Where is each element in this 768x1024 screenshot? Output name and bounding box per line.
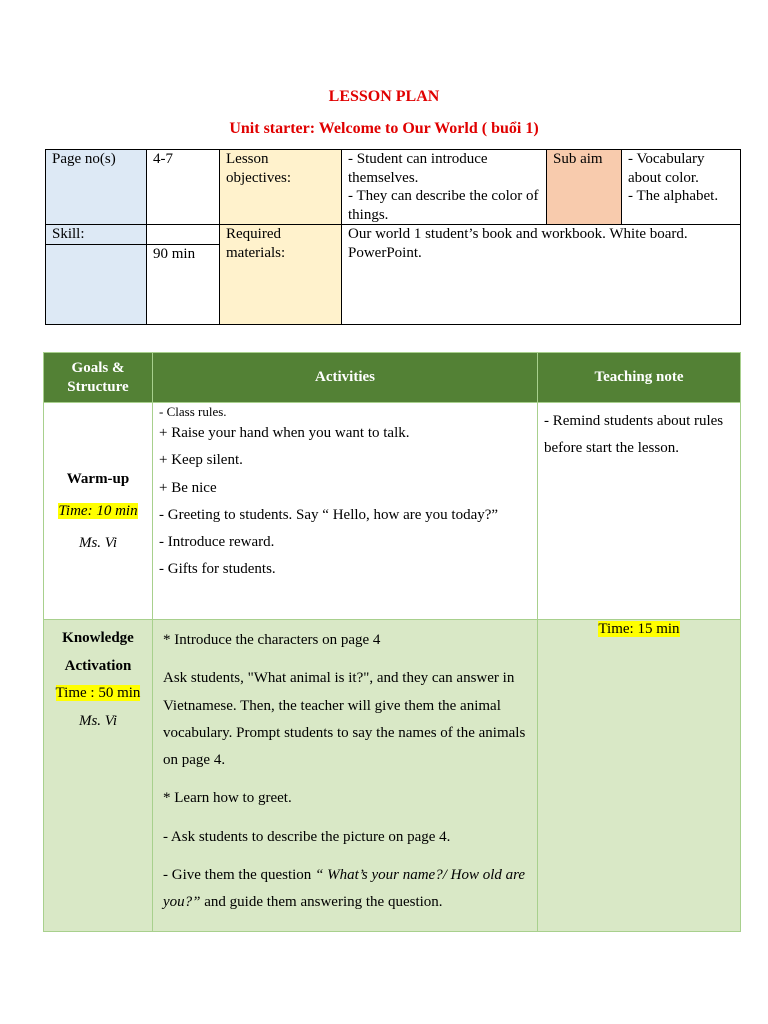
lesson-plan-table xyxy=(43,352,741,932)
sub-aim-label-cell xyxy=(547,150,622,225)
sub-aim-cell xyxy=(622,150,741,225)
goals-header: Goals & Structure xyxy=(44,353,153,403)
materials-label: Required materials: xyxy=(226,226,286,261)
warmup-title: Warm-up xyxy=(66,471,130,487)
warmup-row xyxy=(44,403,741,620)
activity-item: + Keep silent. xyxy=(159,452,243,469)
activity-item: + Raise your hand when you want to talk. xyxy=(159,425,410,441)
activity-item: - Ask students to describe the picture on page 4. xyxy=(163,828,451,845)
activity-item: - Class rules. xyxy=(159,404,227,419)
warmup-note-cell xyxy=(538,403,741,620)
knowledge-teacher: Ms. Vi xyxy=(78,712,118,729)
page-title: LESSON PLAN xyxy=(328,88,440,105)
activity-item: + Be nice xyxy=(159,479,217,496)
page-subtitle: Unit starter: Welcome to Our World ( buổi 1) xyxy=(229,120,539,137)
activity-item: - Introduce reward. xyxy=(159,534,275,551)
sub-aim-item: - The alphabet. xyxy=(628,188,719,204)
objectives-label-cell xyxy=(220,150,342,225)
skill-label-cell xyxy=(46,225,147,245)
page-value: 4-7 xyxy=(153,151,173,167)
activity-item: - Gifts for students. xyxy=(159,561,276,578)
sub-aim-item: - Vocabulary about color. xyxy=(628,151,705,186)
page-label: Page no(s) xyxy=(52,151,116,167)
materials-label-cell xyxy=(220,225,342,325)
warmup-goal-cell xyxy=(44,403,153,620)
activity-item: - Greeting to students. Say “ Hello, how are you today?” xyxy=(159,506,499,523)
knowledge-activities-cell xyxy=(153,620,538,932)
skill-blank-cell xyxy=(46,244,147,324)
warmup-teacher: Ms. Vi xyxy=(78,535,118,551)
question-text: “ What’s your name?/ How old are you?” xyxy=(163,867,526,911)
materials-cell xyxy=(342,225,741,325)
warmup-time: Time: 10 min xyxy=(58,503,138,519)
objectives-cell xyxy=(342,150,547,225)
activity-item: Ask students, "What animal is it?", and they can answer in Vietnamese. Then, the teacher will give them the animal vocabulary. Prompt students to say the names of the animals on page 4. xyxy=(163,670,526,769)
activity-item: * Learn how to greet. xyxy=(163,790,292,807)
knowledge-note-time: Time: 15 min xyxy=(598,621,680,637)
knowledge-goal-cell xyxy=(44,620,153,932)
warmup-note: - Remind students about rules before start the lesson. xyxy=(544,413,724,456)
skill-value-cell xyxy=(147,225,220,245)
activity-item: * Introduce the characters on page 4 xyxy=(163,632,381,648)
duration-cell xyxy=(147,244,220,324)
materials-text: Our world 1 student’s book and workbook. White board. PowerPoint. xyxy=(348,226,688,261)
knowledge-time: Time : 50 min xyxy=(55,685,141,701)
question-suffix: and guide them answering the question. xyxy=(200,894,443,911)
knowledge-row xyxy=(44,620,741,932)
sub-aim-label: Sub aim xyxy=(553,151,603,167)
objectives-label: Lesson objectives: xyxy=(226,151,291,186)
page-value-cell xyxy=(147,150,220,225)
knowledge-note-cell xyxy=(538,620,741,932)
objective-item: - Student can introduce themselves. xyxy=(348,151,488,186)
activity-item-question xyxy=(163,862,527,917)
page-label-cell xyxy=(46,150,147,225)
question-prefix: - Give them the question xyxy=(163,867,316,884)
objective-item: - They can describe the color of things. xyxy=(348,188,539,223)
knowledge-title: Knowledge Activation xyxy=(62,630,134,674)
duration: 90 min xyxy=(153,245,196,262)
warmup-activities-cell xyxy=(153,403,538,620)
lesson-info-table xyxy=(45,149,741,325)
skill-label: Skill: xyxy=(52,226,85,242)
activities-header: Activities xyxy=(153,353,538,403)
teaching-note-header: Teaching note xyxy=(538,353,741,403)
